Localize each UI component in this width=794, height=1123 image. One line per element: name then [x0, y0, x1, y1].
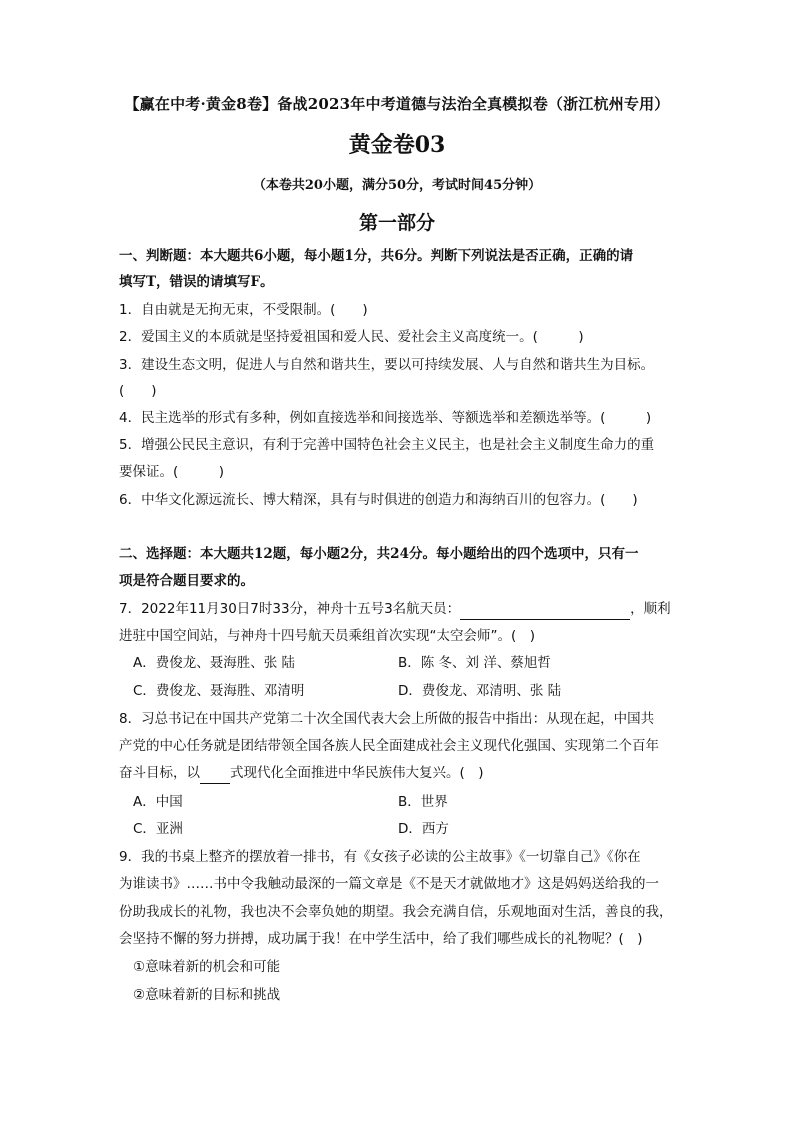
question-9: 9．我的书桌上整齐的摆放着一排书，有《女孩子必读的公主故事》《一切靠自己》《你在	[119, 849, 641, 865]
question-7-cont: 进驻中国空间站，与神舟十四号航天员乘组首次实现“太空会师”。( )	[119, 628, 536, 644]
answer-blank	[200, 763, 230, 784]
question-4: 4．民主选举的形式有多种，例如直接选举和间接选举、等额选举和差额选举等。( )	[119, 410, 652, 426]
part-title: 第一部分	[358, 212, 435, 234]
question-9-cont-1: 为谁读书》……书中令我触动最深的一篇文章是《不是天才就做地才》这是妈妈送给我的一	[119, 876, 659, 892]
question-1: 1．自由就是无拘无束，不受限制。( )	[119, 302, 368, 318]
paper-note: （本卷共20小题，满分50分，考试时间45分钟）	[252, 178, 542, 193]
question-6: 6．中华文化源远流长、博大精深，具有与时俱进的创造力和海纳百川的包容力。( )	[119, 492, 638, 508]
question-7-post: ，顺利	[630, 601, 671, 617]
section1-heading: 一、判断题：本大题共6小题，每小题1分，共6分。判断下列说法是否正确，正确的请	[119, 248, 634, 264]
q8-option-d: D．西方	[398, 821, 449, 837]
q7-option-b: B．陈 冬、刘 洋、蔡旭哲	[398, 655, 551, 671]
question-8-pre: 奋斗目标，以	[119, 765, 200, 781]
question-7-pre: 7．2022年11月30日7时33分，神舟十五号3名航天员：	[119, 601, 461, 617]
section2-heading-cont: 项是符合题目要求的。	[119, 573, 254, 589]
paper-title: 黄金卷03	[348, 132, 446, 158]
series-title: 【赢在中考·黄金8卷】备战2023年中考道德与法治全真模拟卷（浙江杭州专用）	[124, 95, 670, 113]
question-3: 3．建设生态文明，促进人与自然和谐共生，要以可持续发展、人与自然和谐共生为目标。	[119, 357, 655, 373]
q7-option-c: C．费俊龙、聂海胜、邓清明	[133, 683, 305, 699]
q7-option-a: A．费俊龙、聂海胜、张 陆	[133, 655, 296, 671]
question-2: 2．爱国主义的本质就是坚持爱祖国和爱人民、爱社会主义高度统一。( )	[119, 329, 584, 345]
q9-item-2: ②意味着新的目标和挑战	[133, 987, 281, 1003]
q8-option-c: C．亚洲	[133, 821, 183, 837]
q7-option-d: D．费俊龙、邓清明、张 陆	[398, 683, 562, 699]
question-8: 8．习总书记在中国共产党第二十次全国代表大会上所做的报告中指出：从现在起，中国共	[119, 711, 655, 727]
question-8-cont-1: 产党的中心任务就是团结带领全国各族人民全面建成社会主义现代化强国、实现第二个百年	[119, 738, 659, 754]
question-9-cont-3: 会坚持不懈的努力拼搏，成功属于我！在中学生活中，给了我们哪些成长的礼物呢？( )	[119, 931, 643, 947]
question-3-cont: ( )	[119, 383, 157, 399]
q8-option-a: A．中国	[133, 794, 183, 810]
section2-heading: 二、选择题：本大题共12题，每小题2分，共24分。每小题给出的四个选项中，只有一	[119, 546, 639, 562]
question-7	[119, 599, 679, 620]
question-8-cont-2	[119, 763, 679, 784]
q8-option-b: B．世界	[398, 794, 448, 810]
answer-blank	[460, 599, 630, 620]
question-9-cont-2: 份助我成长的礼物，我也决不会辜负她的期望。我会充满自信，乐观地面对生活，善良的我，	[119, 904, 673, 920]
question-5: 5．增强公民民主意识，有利于完善中国特色社会主义民主，也是社会主义制度生命力的重	[119, 437, 655, 453]
question-8-post: 式现代化全面推进中华民族伟大复兴。( )	[230, 765, 484, 781]
question-5-cont: 要保证。( )	[119, 464, 225, 480]
q9-item-1: ①意味着新的机会和可能	[133, 959, 281, 975]
section1-heading-cont: 填写T，错误的请填写F。	[119, 274, 274, 290]
